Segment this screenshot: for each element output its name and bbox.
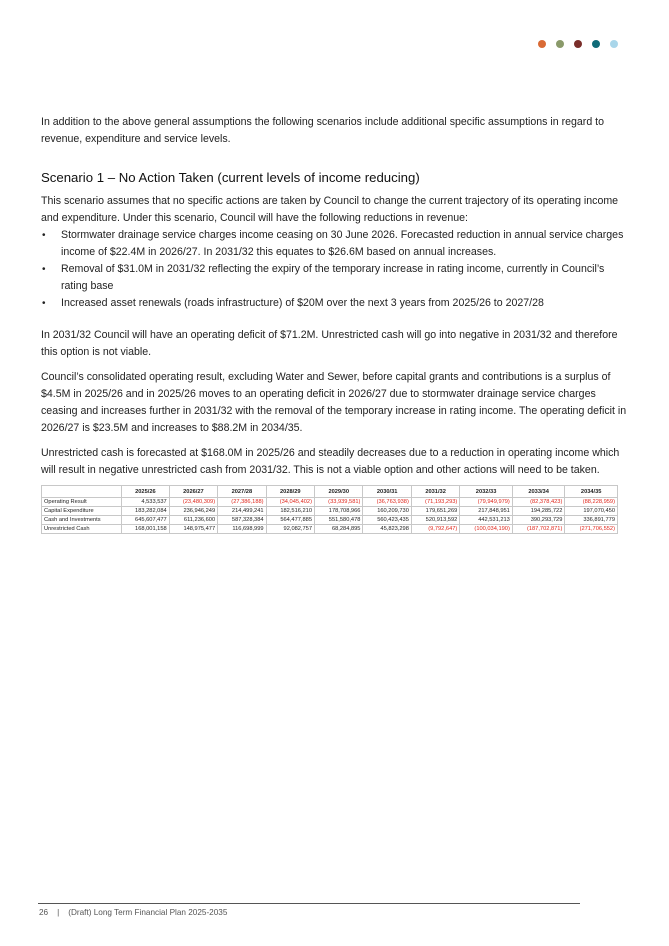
table-cell: 217,848,951: [460, 507, 513, 516]
row-label: Capital Expenditure: [42, 507, 122, 516]
table-cell: 183,282,084: [122, 507, 170, 516]
row-label: Operating Result: [42, 498, 122, 507]
table-cell: 390,293,729: [512, 516, 565, 525]
table-cell: 587,328,384: [218, 516, 266, 525]
column-header: 2033/34: [512, 486, 565, 498]
scenario-lead: This scenario assumes that no specific actions are taken by Council to change the current trajectory of its operating income and expenditure. Under this scenario, Council will have the following reductions in revenue:: [41, 195, 619, 224]
table-cell: 116,698,999: [218, 525, 266, 534]
table-row: [42, 516, 618, 525]
financial-table: [41, 485, 618, 534]
table-cell: (187,702,871): [512, 525, 565, 534]
dot-olive: [556, 40, 564, 48]
table-cell: 520,913,592: [411, 516, 459, 525]
deficit-paragraph: In 2031/32 Council will have an operating deficit of $71.2M. Unrestricted cash will go into negative in 2031/32 and therefore this option is not viable.: [41, 329, 618, 358]
dot-maroon: [574, 40, 582, 48]
table-cell: 45,823,298: [363, 525, 411, 534]
row-label: Unrestricted Cash: [42, 525, 122, 534]
table-cell: 178,708,966: [315, 507, 363, 516]
table-cell: (33,939,581): [315, 498, 363, 507]
table-cell: 194,285,722: [512, 507, 565, 516]
column-header: 2034/35: [565, 486, 618, 498]
page-footer: [39, 908, 227, 918]
column-header: 2027/28: [218, 486, 266, 498]
table-row: [42, 507, 618, 516]
table-cell: 645,607,477: [122, 516, 170, 525]
unrestricted-cash-paragraph: Unrestricted cash is forecasted at $168.0M in 2025/26 and steadily decreases due to a reduction in operating income which will result in negative unrestricted cash from 2031/32. This is not a viable option and other actions will need to be taken.: [41, 447, 620, 476]
page-number: 26: [39, 908, 49, 917]
table-row: [42, 498, 618, 507]
column-header: 2030/31: [363, 486, 411, 498]
table-cell: 551,580,478: [315, 516, 363, 525]
dot-light-blue: [610, 40, 618, 48]
dot-teal: [592, 40, 600, 48]
table-cell: (88,228,959): [565, 498, 618, 507]
operating-result-paragraph: Council’s consolidated operating result, excluding Water and Sewer, before capital grants and contributions is a surplus of $4.5M in 2025/26 and in 2025/26 moves to an operating deficit in 2026/27 due to stormwater drainage service charges ceasing and increases further in 2031/32 with the removal of the temporary increase in rating income. The operating deficit in 2026/27 is $23.5M and increases to $88.2M in 2034/35.: [41, 371, 627, 434]
table-cell: (34,045,402): [266, 498, 314, 507]
table-cell: 214,499,241: [218, 507, 266, 516]
footer-rule: [38, 903, 580, 904]
column-header: 2032/33: [460, 486, 513, 498]
column-header: 2031/32: [411, 486, 459, 498]
dot-orange: [538, 40, 546, 48]
scenario-heading: Scenario 1 – No Action Taken (current levels of income reducing): [41, 170, 420, 185]
table-cell: 168,001,158: [122, 525, 170, 534]
table-cell: 179,651,269: [411, 507, 459, 516]
table-cell: (271,706,552): [565, 525, 618, 534]
list-item: • Increased asset renewals (roads infrastructure) of $20M over the next 3 years from 2025/26 to 2027/28: [41, 295, 631, 312]
table-cell: 560,423,435: [363, 516, 411, 525]
list-item: • Stormwater drainage service charges income ceasing on 30 June 2026. Forecasted reduction in annual service charges income of $22.4M in 2026/27. In 2031/32 this equates to $26.6M based on annual increases.: [41, 227, 631, 261]
table-row: [42, 525, 618, 534]
intro-paragraph: In addition to the above general assumptions the following scenarios include additional specific assumptions in regard to revenue, expenditure and service levels.: [41, 116, 604, 145]
page-content: [41, 114, 631, 534]
table-cell: 68,284,895: [315, 525, 363, 534]
table-cell: 197,070,450: [565, 507, 618, 516]
header-dots: [538, 40, 618, 48]
table-cell: (100,034,190): [460, 525, 513, 534]
column-header: 2028/29: [266, 486, 314, 498]
footer-separator: |: [57, 908, 60, 917]
list-item: • Removal of $31.0M in 2031/32 reflecting the expiry of the temporary increase in rating income, currently in Council’s rating base: [41, 261, 631, 295]
table-cell: (23,480,309): [169, 498, 217, 507]
table-cell: 236,946,249: [169, 507, 217, 516]
column-header: 2029/30: [315, 486, 363, 498]
table-cell: 92,082,757: [266, 525, 314, 534]
table-cell: 160,209,730: [363, 507, 411, 516]
reductions-list: [41, 227, 631, 312]
table-cell: 182,516,210: [266, 507, 314, 516]
table-cell: (27,386,188): [218, 498, 266, 507]
table-cell: 148,975,477: [169, 525, 217, 534]
table-cell: 611,236,600: [169, 516, 217, 525]
table-cell: (79,949,979): [460, 498, 513, 507]
table-cell: 442,531,213: [460, 516, 513, 525]
table-cell: (9,792,647): [411, 525, 459, 534]
table-cell: (82,378,423): [512, 498, 565, 507]
table-cell: 4,533,537: [122, 498, 170, 507]
table-cell: 564,477,885: [266, 516, 314, 525]
document-title: (Draft) Long Term Financial Plan 2025-2035: [68, 908, 228, 917]
row-label: Cash and Investments: [42, 516, 122, 525]
column-header: 2025/26: [122, 486, 170, 498]
table-corner-header: [42, 486, 122, 498]
table-cell: 336,891,779: [565, 516, 618, 525]
table-cell: (71,193,293): [411, 498, 459, 507]
column-header: 2026/27: [169, 486, 217, 498]
table-header-row: [42, 486, 618, 498]
table-cell: (36,763,938): [363, 498, 411, 507]
